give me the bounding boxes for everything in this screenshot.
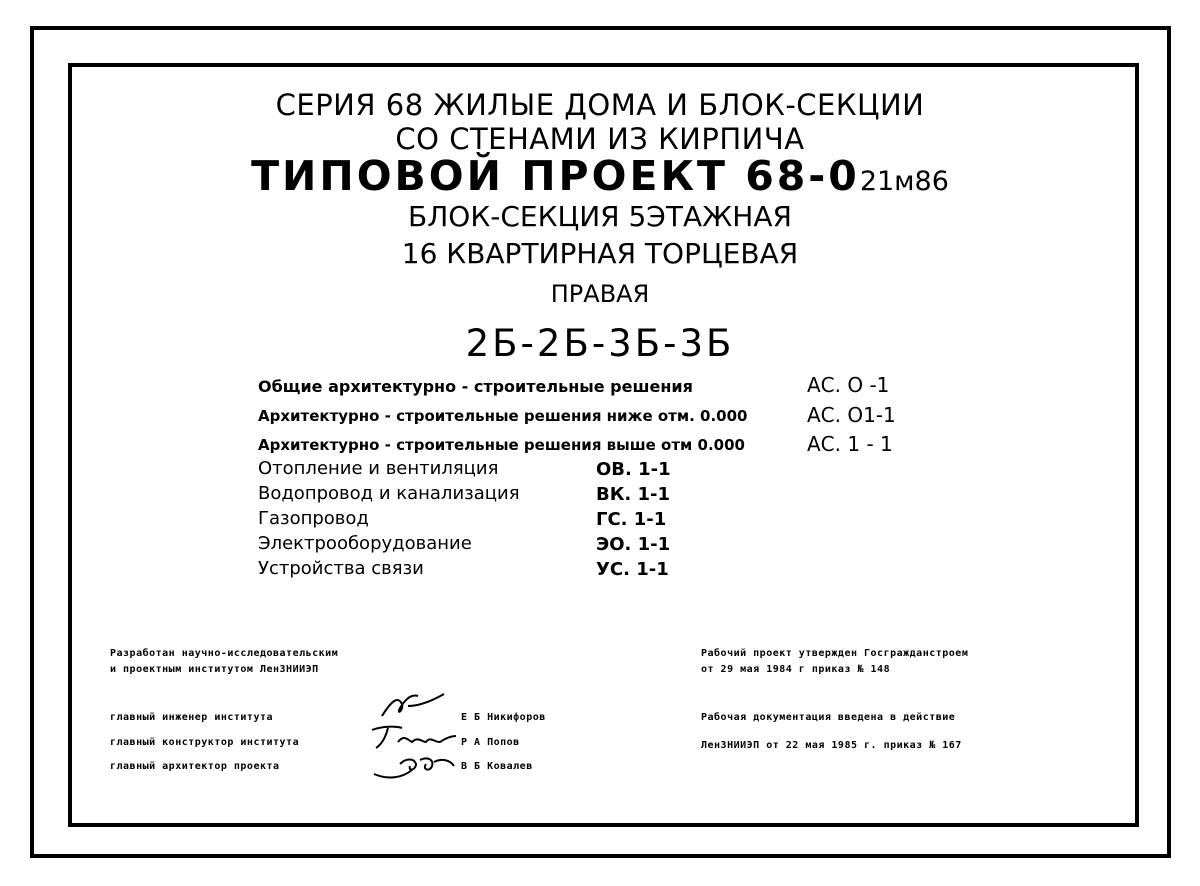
project-suffix: 21м86 <box>859 166 949 197</box>
sheet-name: Водопровод и канализация <box>258 483 520 504</box>
sheet-code: АС. 1 - 1 <box>807 432 893 456</box>
enactment-line-2: ЛенЗНИИЭП от 22 мая 1985 г. приказ № 167 <box>701 740 962 751</box>
project-title <box>0 152 1200 200</box>
block-section-title: БЛОК-СЕКЦИЯ 5ЭТАЖНАЯ <box>408 200 792 233</box>
enactment-line-1: Рабочая документация введена в действие <box>701 712 956 723</box>
staff-name: Е Б Никифоров <box>461 712 546 723</box>
sheet-name: Архитектурно - строительные решения ниже отм. 0.000 <box>258 407 748 425</box>
sheet-code: ЭО. 1-1 <box>596 534 671 555</box>
project-label: ТИПОВОЙ ПРОЕКТ 68-0 <box>251 152 860 200</box>
staff-role: главный архитектор проекта <box>110 761 280 772</box>
sheet-code: ВК. 1-1 <box>596 484 671 505</box>
developer-line-1: Разработан научно-исследовательским <box>110 648 339 659</box>
series-title: СЕРИЯ 68 ЖИЛЫЕ ДОМА И БЛОК-СЕКЦИИ <box>275 88 925 122</box>
staff-role: главный инженер института <box>110 712 274 723</box>
sheet-code: АС. О1-1 <box>807 403 896 427</box>
sheet-name: Газопровод <box>258 508 369 529</box>
approval-line-1: Рабочий проект утвержден Госгражданстроем <box>701 648 969 659</box>
sheet-code: ГС. 1-1 <box>596 509 667 530</box>
developer-line-2: и проектным институтом ЛенЗНИИЭП <box>110 664 319 675</box>
sheet-code: УС. 1-1 <box>596 559 669 580</box>
series-subtitle: СО СТЕНАМИ ИЗ КИРПИЧА <box>395 122 805 156</box>
signature-chief-architect <box>372 750 462 784</box>
sheet-name: Устройства связи <box>258 558 424 579</box>
sheet-name: Электрооборудование <box>258 533 472 554</box>
signature-chief-designer <box>368 722 458 752</box>
approval-line-2: от 29 мая 1984 г приказ № 148 <box>701 664 891 675</box>
staff-role: главный конструктор института <box>110 737 300 748</box>
sheet-name: Отопление и вентиляция <box>258 458 499 479</box>
signature-chief-engineer <box>378 690 448 722</box>
sheet-name: Общие архитектурно - строительные решения <box>258 377 693 396</box>
orientation-label: ПРАВАЯ <box>550 280 650 308</box>
sheet-name: Архитектурно - строительные решения выше отм 0.000 <box>258 436 745 454</box>
staff-name: В Б Ковалев <box>461 761 533 772</box>
section-code: 2Б-2Б-3Б-3Б <box>465 322 735 365</box>
sheet-code: ОВ. 1-1 <box>596 459 671 480</box>
sheet-code: АС. О -1 <box>807 373 890 397</box>
staff-name: Р А Попов <box>461 737 520 748</box>
apartments-title: 16 КВАРТИРНАЯ ТОРЦЕВАЯ <box>401 237 799 270</box>
